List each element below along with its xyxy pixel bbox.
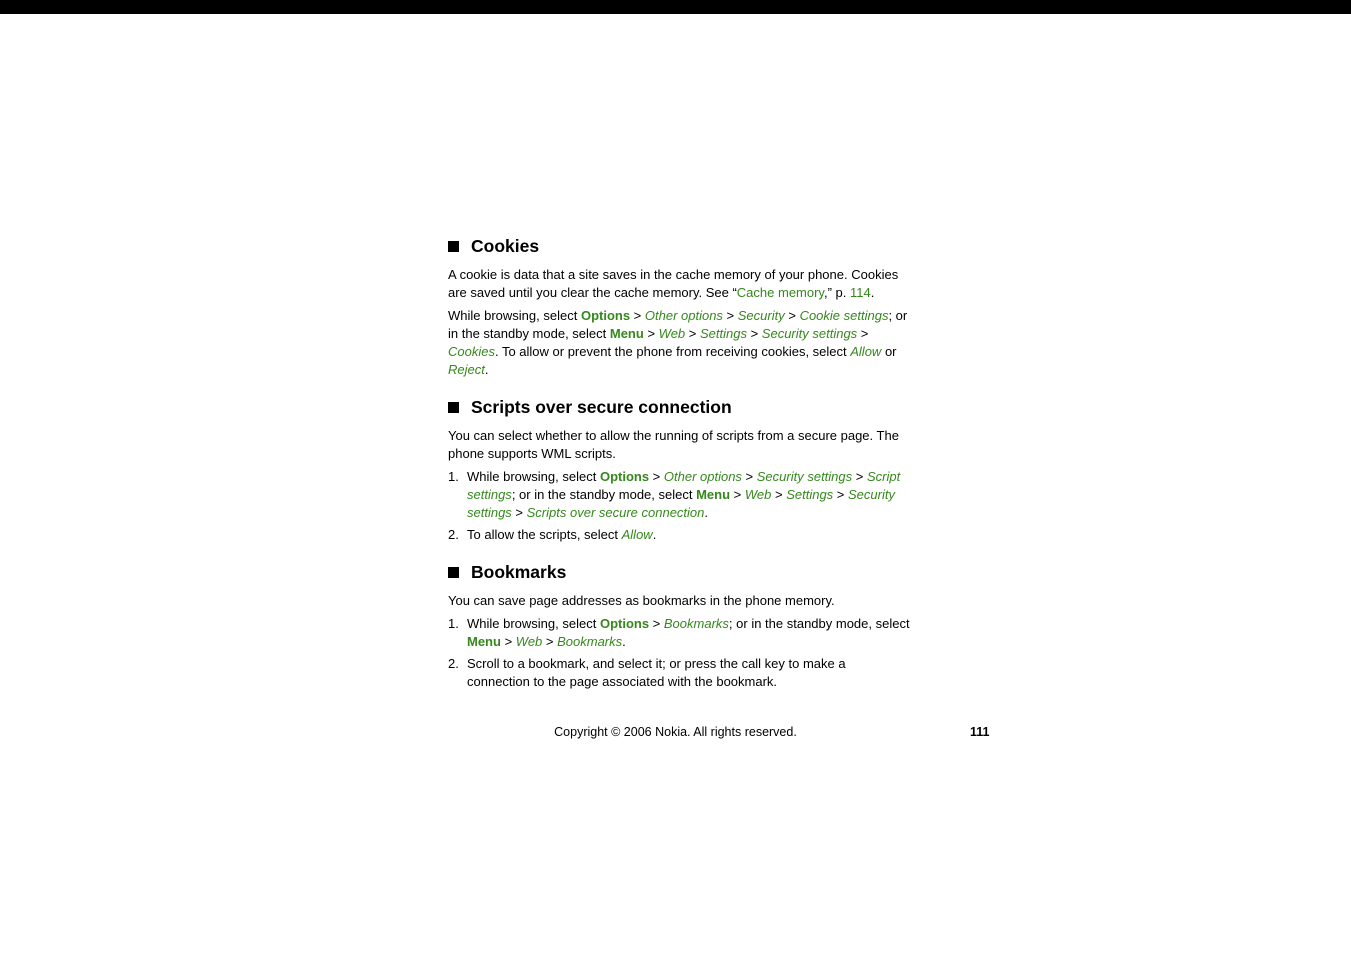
menu-path-item: Options — [580, 308, 631, 323]
page-content — [448, 234, 910, 707]
text-run: To allow the scripts, select — [467, 527, 622, 542]
text-run: > — [784, 308, 800, 323]
menu-path-item: Bookmarks — [663, 616, 729, 631]
menu-path-item: Security settings — [761, 326, 858, 341]
section-heading-text: Bookmarks — [471, 562, 567, 582]
list-number: 2. — [448, 656, 459, 671]
list-item — [448, 468, 910, 522]
text-run: While browsing, select — [467, 469, 600, 484]
menu-path-item: Options — [599, 616, 650, 631]
list-item-text — [467, 526, 910, 544]
paragraph — [448, 592, 910, 610]
list-number: 2. — [448, 527, 459, 542]
menu-path-item: Web — [658, 326, 686, 341]
list-item-text — [467, 655, 910, 691]
list-item — [448, 655, 910, 691]
menu-path-item: Menu — [467, 634, 501, 649]
menu-path-item: Security settings — [467, 487, 895, 520]
text-run: > — [630, 308, 645, 323]
paragraph — [448, 307, 910, 379]
text-run: . — [484, 362, 489, 377]
text-run: > — [852, 469, 867, 484]
text-run: . — [622, 634, 626, 649]
copyright-text: Copyright © 2006 Nokia. All rights reserved. — [554, 725, 797, 739]
menu-path-item: Cookie settings — [799, 308, 889, 323]
text-run: ; or in the standby mode, select — [511, 487, 697, 502]
list-number: 1. — [448, 469, 459, 484]
text-run: A cookie is data that a site saves in the cache memory of your phone. Cookies are saved until you clear the cache memory. See “ — [448, 267, 899, 300]
menu-path-item: Other options — [644, 308, 723, 323]
menu-path-item: Allow — [621, 527, 653, 542]
text-run: ; or in the standby mode, select — [448, 308, 908, 341]
text-run: > — [649, 469, 664, 484]
text-run: You can select whether to allow the running of scripts from a secure page. The phone supports WML scripts. — [448, 428, 899, 461]
paragraph — [448, 427, 910, 463]
menu-path-item: Allow — [850, 344, 882, 359]
top-bar — [0, 0, 1351, 14]
text-run: > — [857, 326, 869, 341]
text-run: > — [730, 487, 745, 502]
text-run: > — [685, 326, 700, 341]
square-bullet-icon — [448, 402, 459, 413]
square-bullet-icon — [448, 567, 459, 578]
section-cookies — [448, 234, 910, 379]
menu-path-item: Web — [515, 634, 543, 649]
text-run: > — [511, 505, 527, 520]
text-run: While browsing, select — [448, 308, 581, 323]
text-run: > — [643, 326, 659, 341]
section-heading — [448, 234, 910, 258]
menu-path-item: Script settings — [467, 469, 901, 502]
page-footer — [0, 723, 1351, 741]
menu-path-item: Other options — [663, 469, 742, 484]
text-run: > — [771, 487, 787, 502]
list-item-text — [467, 468, 910, 522]
section-heading — [448, 560, 910, 584]
section-bookmarks — [448, 560, 910, 691]
cross-reference-link[interactable]: 114 — [850, 285, 871, 300]
text-run: ; or in the standby mode, select — [728, 616, 910, 631]
menu-path-item: Scripts over secure connection — [526, 505, 705, 520]
square-bullet-icon — [448, 241, 459, 252]
list-number: 1. — [448, 616, 459, 631]
text-run: . — [704, 505, 709, 520]
section-heading-text: Scripts over secure connection — [471, 397, 732, 417]
text-run: > — [722, 308, 738, 323]
cross-reference-link[interactable]: Cache memory — [736, 285, 824, 300]
menu-path-item: Bookmarks — [557, 634, 623, 649]
section-heading — [448, 395, 910, 419]
menu-path-item: Web — [744, 487, 772, 502]
menu-path-item: Cookies — [448, 344, 495, 359]
menu-path-item: Menu — [609, 326, 644, 341]
menu-path-item: Reject — [448, 362, 485, 377]
list-item — [448, 615, 910, 651]
paragraph — [448, 266, 910, 302]
list-item — [448, 526, 910, 544]
text-run: > — [833, 487, 849, 502]
text-run: Scroll to a bookmark, and select it; or press the call key to make a connection to the page associated with the bookmark. — [467, 656, 846, 689]
text-run: . — [652, 527, 657, 542]
menu-path-item: Options — [599, 469, 650, 484]
text-run: While browsing, select — [467, 616, 600, 631]
text-run: > — [746, 326, 762, 341]
text-run: > — [500, 634, 516, 649]
text-run: > — [741, 469, 757, 484]
text-run: > — [649, 616, 664, 631]
text-run: . To allow or prevent the phone from receiving cookies, select — [494, 344, 851, 359]
list-item-text — [467, 615, 910, 651]
section-heading-text: Cookies — [471, 236, 540, 256]
text-run: . — [870, 285, 875, 300]
section-scripts-over-secure-connection — [448, 395, 910, 544]
text-run: You can save page addresses as bookmarks in the phone memory. — [448, 593, 835, 608]
menu-path-item: Settings — [699, 326, 747, 341]
menu-path-item: Menu — [696, 487, 731, 502]
menu-path-item: Security settings — [756, 469, 853, 484]
menu-path-item: Security — [737, 308, 785, 323]
page-number: 111 — [970, 725, 990, 739]
text-run: or — [881, 344, 897, 359]
text-run: ,” p. — [823, 285, 850, 300]
text-run: > — [542, 634, 558, 649]
menu-path-item: Settings — [786, 487, 834, 502]
